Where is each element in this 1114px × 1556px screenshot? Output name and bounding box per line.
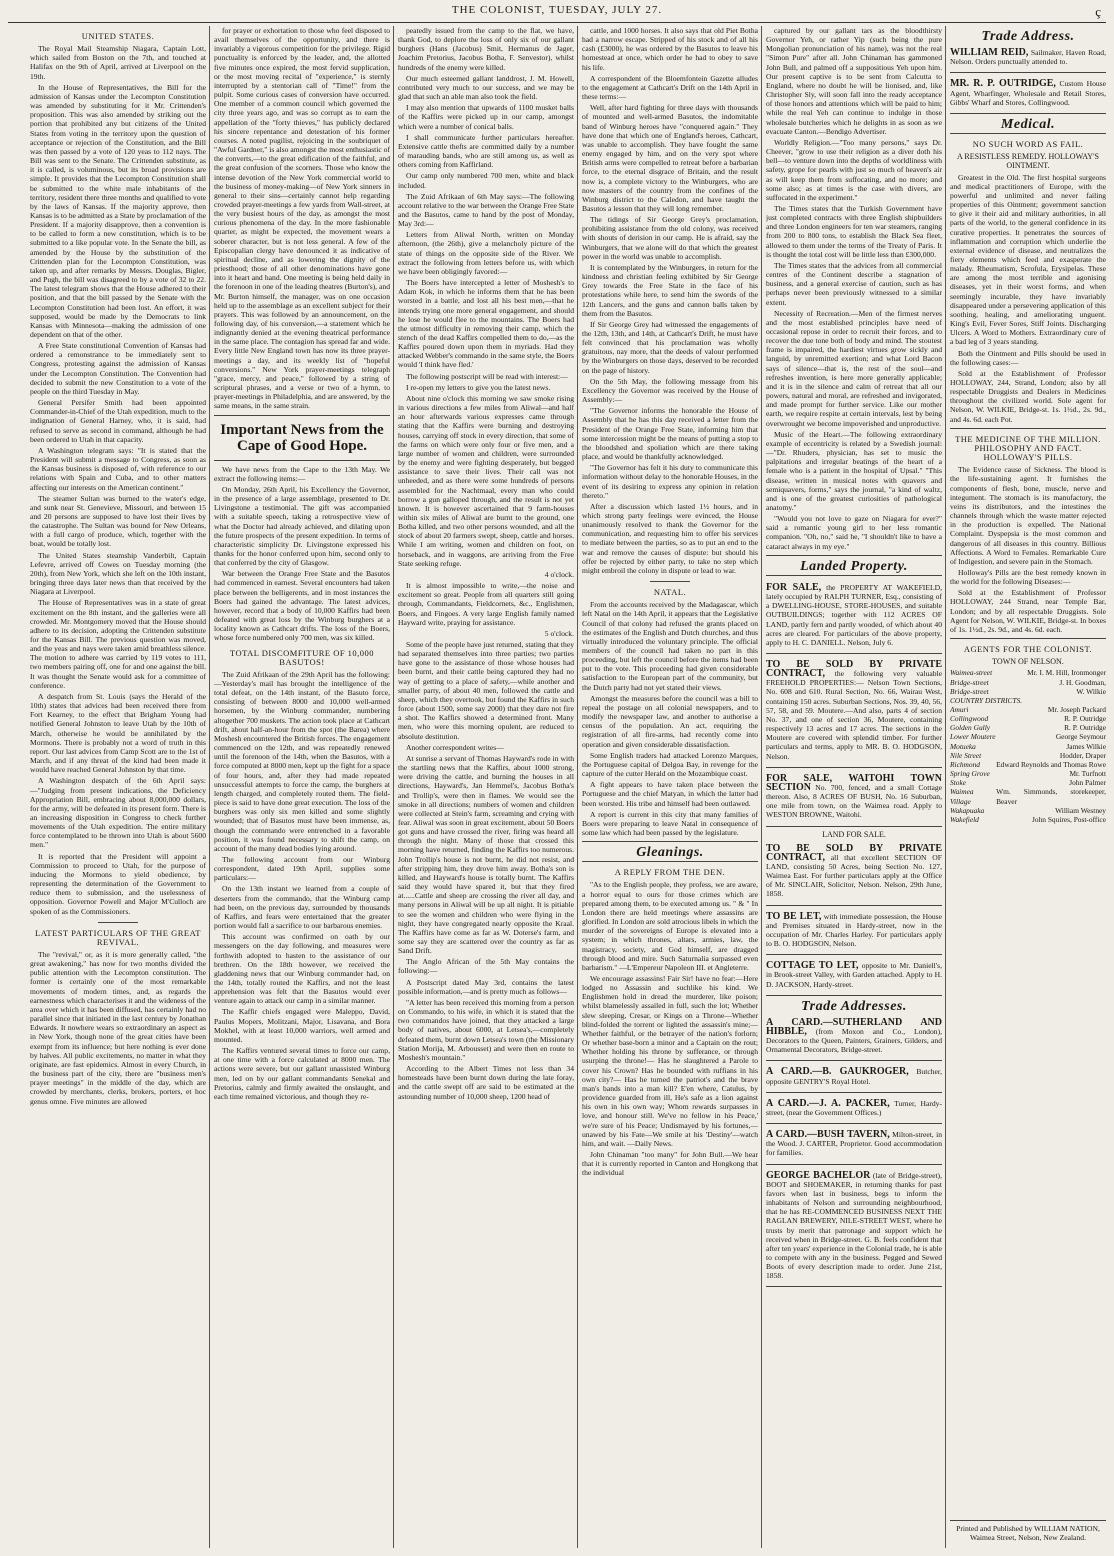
article-paragraph: captured by our gallant tars as the bloodthirsty Governor Yeh, or rather Yip (such being the pure Mongolian pronunciation of his name), was not the real "Simon Pure" after all. John Chinaman has gammoned John Bull, and palmed off a suppositious Yeh upon him. Our present captive is to be sent from Calcutta to England, where no doubt he will be lionised, and, like Christopher Sly, will soon fall into the ready acceptance of those honors and attentions which will be paid to him; while the real Yeh can continue to indulge in those wholesale butcheries which he delights in as soon as we evacuate Canton.—Bendigo Advertiser. xyxy=(766,26,942,136)
article-paragraph: A Free State constitutional Convention of Kansas had ordered a remonstrance to be immediately sent to Congress, protesting against the admission of Kansas under the Lecompton Constitution. The Convention had decided to submit the new Constitution to a vote of the people on the third Tuesday in May. xyxy=(30,341,206,396)
agent-place: Wakefield xyxy=(950,814,979,824)
article-paragraph: Some of the people have just returned, stating that they had separated themselves into three parties; two parties have gone to the assistance of those whose houses had been burnt, and their cattle being captured they had no way of getting to a place of safety,—while another and smaller party, of about 40 men, followed the cattle and sheep, which they overtook, but found the Kaffirs in such force (about 1500, some say 2000) that they dare not fire a shot. The Kaffirs showed a determined front. Many men, who were this morning opulent, are reduced to absolute destitution. xyxy=(398,640,574,741)
ad-lead: WILLIAM REID, xyxy=(950,47,1029,59)
heading-no-such-word: NO SUCH WORD AS FAIL. xyxy=(972,139,1084,150)
ad-body: opposite to Mr. Daniell's, in Brook-street Valley, with Garden attached. Apply to H. D. JACKSON, Hardy-street. xyxy=(766,961,942,989)
agent-place: Stoke xyxy=(950,778,967,788)
article-paragraph: The Times states that the Turkish Government have just completed contracts with three English shipbuilders and three London engineers for ten war steamers, ranging from 200 to 800 tons, to establish the Black Sea fleet, allowed to them under the terms of the Treaty of Paris. It is thought the total cost will be little less than £300,000. xyxy=(766,203,942,259)
ad-lead: TO BE LET, xyxy=(766,910,822,922)
agent-row xyxy=(950,678,1106,687)
agent-name: John Squires, Post-office xyxy=(1032,814,1106,824)
agent-place: Lower Moutere xyxy=(950,732,996,742)
agent-row xyxy=(950,760,1106,769)
article-paragraph: The Times states that the advices from all commercial centres of the Continent describe a stagnation of business, and a general exercise of caution, such as has perhaps never been previously witnessed to a similar extent. xyxy=(766,260,942,307)
agent-name: W. Wilkie xyxy=(1076,686,1106,696)
article-paragraph: for prayer or exhortation to those who feel disposed to avail themselves of the opportunity, and there is invariably a vigorous competition for the privilege. Rigid punctuality is enforced by the leader, and, the allotted five minutes once expired, the most fervid supplication, or the most moving recital of "experience," is sternly interrupted by a stentorian call of "Time!" from the pulpit. Some curious cases of conversion have occurred. One member of a common council which governed the city three years ago, and was so corrupt as to earn the appellation of the "forty thieves," has publicly declared his sincere repentance and detestation of his former courses. A noted pugilist, rejoicing in the soubriquet of "Awful Gardner," is also amongst the most enthusiastic of the converts,—to the great edification of the faithful, and the great confusion of the scorners. Those who know the intense devotion of the New York commercial world to the business of money-making—of New York sinners in general to their sins—certainly cannot help regarding crowded prayer-meetings a few yards from Wall-street, at the very busiest hours of the day, as amongst the most curious phenomena of the day. In the more fashionable quarter, as might be expected, the movement wears a soberer character, but is not less general. A few of the Episcopalian clergy have denounced it as indicative of spiritual decline, and as lowering the dignity of the priesthood; those of all other denominations have gone into it heart and hand. One meeting is being held daily in the forenoon in one of the leading theatres (Burton's), and Mr. Burton himself, the manager, was on one occasion held up to the assemblage as an excellent subject for their prayers. This was followed by an announcement, on the following day, of his conversion,—a statement which he indignantly denied at the evening theatrical performance in the same place. The contagion has spread far and wide. Every little New England town has now its three prayer-meetings a day, and its weekly list of "hopeful conversions." New York prayer-meetings telegraph "grace, mercy, and peace," followed by a string of scriptural phrases, and a verse or two of a hymn, to prayer-meetings in Philadelphia, and are answered, by the same means, in the same strain. xyxy=(214,26,390,411)
agent-place: COUNTRY DISTRICTS. xyxy=(950,695,1023,705)
ad-lead: TO BE SOLD BY PRIVATE CONTRACT, xyxy=(766,842,942,863)
article-paragraph: If Sir George Grey had witnessed the engagements of the 12th, 13th, and 14th, at Cathcart's Drift, he must have felt convinced that his proclamation was wholly gratuitous, nay more, that the deeds of valour performed by the Winburgers on those days, deserved to be recorded on the page of history. xyxy=(582,319,758,375)
land-for-sale-heading: LAND FOR SALE. xyxy=(822,829,886,839)
article-paragraph: Amongst the measures before the council was a bill to repeal the postage on all colonial newspapers, and to modify the newspaper law, and another to authorise a census of the population. An act, requiring the registration of all fire-arms, had recently come into operation and given considerable dissatisfaction. xyxy=(582,693,758,749)
agent-row xyxy=(950,696,1106,705)
article-paragraph: The House of Representatives was in a state of great excitement on the 8th instant, and the galleries were all crowded. Mr. Montgomery moved that the House should adhere to its decision, adopting the Crittenden substitute for the Kansas Bill. The previous question was moved, and the yeas and nays were taken amid breathless silence. The motion to adhere was carried by 119 votes to 111, two members pairing off, one for and one against the bill. It was thought the Senate would ask for a committee of conference. xyxy=(30,598,206,690)
divider xyxy=(650,581,690,582)
printer-footer: Printed and Published by WILLIAM NATION, Waimea Street, Nelson, New Zealand. xyxy=(950,1520,1106,1542)
article-paragraph: Our much esteemed gallant landdrost, J. M. Howell, contributed very much to our success, and we may be glad that such an able man also took the field. xyxy=(398,73,574,102)
section-landed-property: Landed Property. xyxy=(800,558,908,574)
column-rule xyxy=(577,26,578,1548)
agent-place: Golden Gully xyxy=(950,723,991,733)
ad-body: Butcher, opposite GENTRY'S Royal Hotel. xyxy=(766,1067,942,1086)
heading-revival: LATEST PARTICULARS OF THE GREAT REVIVAL. xyxy=(35,927,201,947)
agent-row xyxy=(950,769,1106,778)
article-paragraph: "As to the English people, they profess, we are aware, a horror equal to ours for those crimes which are prepared among them, to be executed among us. " & " In London there are held meetings where assassins are glorified. In London are sold atrocious libels in which the murder of the sovereigns of Europe is elevated into a system; in which thrones, altars, armies, law, the magistracy, society, and God himself, are dragged through blood and mire. Such Saturnalia surpassed even barbarism." —L'Empereur Napoleon III. et Angleterre. xyxy=(582,880,758,972)
agent-place: Bridge-street xyxy=(950,677,989,687)
ad-lead: COTTAGE TO LET, xyxy=(766,960,859,972)
article-paragraph: The Evidence cause of Sickness. The blood is the life-sustaining agent. It furnishes the components of flesh, bone, muscle, nerve and integument. The stomach is its manufactory, the veins its distributors, and the intestines the channels through which the waste matter rejected in the production is expelled. The National Complaint. Dyspepsia is the most common and dangerous of all diseases in this country. Billious Affections. A Word to Females. Remarkable Cure of Indigestion, and severe pain in the Stomach. xyxy=(950,465,1106,566)
divider xyxy=(950,428,1106,429)
agent-place: Nile Street xyxy=(950,750,982,760)
advertisement xyxy=(766,580,942,654)
advertisement xyxy=(766,1168,942,1288)
article-paragraph: The Anglo African of the 5th May contains the following:— xyxy=(398,957,574,976)
ad-body: Milton-street, in the Wood. J. CARTER, Proprietor. Good accommodation for families. xyxy=(766,1130,942,1158)
ad-lead: MR. R. P. OUTRIDGE, xyxy=(950,78,1056,90)
article-paragraph: The steamer Sultan was burned to the water's edge, and sunk near St. Genevieve, Missouri, and between 15 and 20 persons are supposed to have lost their lives by the catastrophe. The Sultan was bound for New Orleans, with a full cargo of produce, which, together with the boat, would be totally lost. xyxy=(30,493,206,549)
article-paragraph: Sold at the Establishment of Professor HOLLOWAY, 244, Strand, London; also by all respectable Druggists and Dealers in Medicines throughout the civilized world. Sole agent for Nelson, W. WILKIE, Bridge-st. 1s. 1½d., 2s. 9d., and 4s. 6d. each Pot. xyxy=(950,368,1106,424)
article-paragraph: According to the Albert Times not less than 34 homesteads have been burnt down during the late foray, and the cattle swept off are said to be estimated at the astounding number of 10,000 sheep, 1200 head of xyxy=(398,1064,574,1101)
agent-row xyxy=(950,778,1106,787)
article-paragraph: We have news from the Cape to the 13th May. We extract the following items:— xyxy=(214,464,390,483)
ad-body: Custom House Agent, Wharfinger, Wholesale and Retail Stores, Gibbs' Wharf and Stores, Collingwood. xyxy=(950,79,1106,107)
agent-row xyxy=(950,705,1106,714)
article-paragraph: Sold at the Establishment of Professor HOLLOWAY, 244 Strand, near Temple Bar, London; and by all respectable Druggists. Sole Agent for Nelson, W. WILKIE, Bridge-st. In boxes of 1s. 1½d., 2s. 9d., and 4s. 6d. each. xyxy=(950,588,1106,634)
article-paragraph: On Monday, 26th April, his Excellency the Governor, in the presence of a large assemblage, presented to Dr. Livingstone a testimonial. The gift was accompanied with a suitable speech, taking a retrospective view of what the Doctor had already achieved, and dilating upon the future prospects of the present expedition. In terms of characteristic simplicity Dr. Livingstone expressed his thanks for the honor conferred upon him, second only to that conferred by the city of Glasgow. xyxy=(214,484,390,568)
agents-subheading: TOWN OF NELSON. xyxy=(992,657,1064,667)
article-paragraph: A Postscript dated May 3rd, contains the latest possible information,—and is pretty much as follows— xyxy=(398,977,574,996)
advertisement xyxy=(766,1015,942,1062)
heading-natal: NATAL. xyxy=(653,587,687,598)
agent-row xyxy=(950,806,1106,815)
page-mark: ç xyxy=(1095,4,1102,19)
divider xyxy=(766,555,942,556)
article-paragraph: "The Governor has felt it his duty to communicate this information without delay to the honorable Houses, in the event of its desiring to express any opinion in relation thereto." xyxy=(582,463,758,500)
time-stamp: 4 o'clock. xyxy=(544,569,574,579)
newspaper-page xyxy=(8,4,1106,1550)
advertisement xyxy=(766,1127,942,1164)
ad-body: the PROPERTY AT WAKEFIELD, lately occupied by RALPH TURNER, Esq., consisting of a DWELLING-HOUSE, STORE-HOUSES, and suitable OUTBUILDINGS; together with 112 ACRES OF LAND, partly fern and partly wooded, of which about 40 acres are cleared. For particulars of the above property, apply to H. C. DANIELL. Nelson, July 6. xyxy=(766,582,942,647)
article-paragraph: On the 5th May, the following message from his Excellency the Governor was received by the House of Assembly:— xyxy=(582,376,758,405)
article-paragraph: The Kaffir chiefs engaged were Maleppo, David, Paulus Mopers, Molitzani, Major, Lisavana, and Bora Mokhel, with at least 10,000 warriors, well armed and mounted. xyxy=(214,1007,390,1044)
article-paragraph: The following account from our Winburg correspondent, dated 19th April, supplies some particulars:— xyxy=(214,854,390,883)
agents-list xyxy=(950,668,1106,824)
heading-medicine-of-million: THE MEDICINE OF THE MILLION. PHILOSOPHY AND FACT. HOLLOWAY'S PILLS. xyxy=(955,433,1101,463)
article-paragraph: Greatest in the Old. The first hospital surgeons and medical practitioners of Europe, with the powerful and unlimited and never failing properties of this Ointment; government sanction to give it their aid and military authorities, in all parts of the world, to the general confidence in its curative properties. It penetrates the sources of inflammation and corruption which underlie the external evidence of disease, and neutralizes the fiery elements which feed and exasperate the malady. Rheumatism, Scrofula, Erysipelas. These are among the most terrible and agonising diseases, yet in their worst forms, and when seemingly incurable, they have invariably disappeared under a persevering application of this soothing, healing, and ameliorating unguent. King's Evil, Fever Sores, Stiff Joints. Discharging Ulcers. A Word to Mothers. Extraordinary cure of a bad leg of 3 years standing. xyxy=(950,172,1106,347)
article-paragraph: A correspondent of the Bloemfontein Gazette alludes to the engagement at Cathcart's Drift on the 14th April in these terms:— xyxy=(582,73,758,102)
article-paragraph: The Zuid Afrikaan of the 29th April has the following:—Yesterday's mail has brought the intelligence of the total defeat, on the 14th instant, of the Basuto force, consisting of between 8000 and 10,000 well-armed horsemen, by the Winburg commander, numbering altogether 700 muskets. The action took place at Cathcart drift, about half-an-hour from the spot (the Barea) where Moshesh encountered the British forces. The engagement commenced on the 12th, and was repeatedly renewed until the forenoon of the 14th, when the Basutos, with a force computed at 8000 men, kept up the fight for a space of four hours, and, after they had made repeated unsuccessful attempts to force the camp, the burghers at length charged, and completely routed them. The field-piece is said to have done great execution. The loss of the burghers was only six men killed and some slightly wounded; that of Basutos must have been immense, as, though the commando were entrenched in a favorable position, it was found necessary to shift the camp, on account of the many dead bodies lying around. xyxy=(214,669,390,853)
article-paragraph: The Royal Mail Steamship Niagara, Captain Lott, which sailed from Boston on the 7th, and touched at Halifax on the 9th of April, arrived at Liverpool on the 19th. xyxy=(30,44,206,81)
advertisement xyxy=(766,657,942,768)
article-paragraph: It is contemplated by the Winburgers, in return for the kindness and christian feeling exhibited by Sir George Grey towards the Free State in the face of his protestations while here, to send him the swords of the 12th Lancers, and the guns and cannon balls taken by them from the Basutos. xyxy=(582,262,758,318)
divider xyxy=(582,841,758,842)
agent-row xyxy=(950,668,1106,677)
article-paragraph: On the 13th instant we learned from a couple of deserters from the commando, that the Winburg camp had been, on the previous day, surrounded by thousands of Kaffirs, and fears were entertained that the greater portion would fall a sacrifice to our barbarous enemies. xyxy=(214,884,390,931)
agent-name: J. H. Goodman, xyxy=(1059,677,1106,687)
column-rule xyxy=(393,26,394,1548)
advertisement xyxy=(766,1064,942,1092)
agent-place: Waimea Village xyxy=(950,787,974,806)
advertisement xyxy=(950,45,1106,73)
article-paragraph: I re-open my letters to give you the latest news. xyxy=(406,382,551,392)
ad-lead: TO BE SOLD BY PRIVATE CONTRACT, xyxy=(766,659,942,680)
agent-place: Motueka xyxy=(950,741,976,751)
article-paragraph: Letters from Aliwal North, written on Monday afternoon, (the 26th), give a melancholy picture of the state of things on the opposite side of the River. We extract the following from letters before us, with which we have been obligingly favored:— xyxy=(398,230,574,276)
section-trade-address: Trade Address. xyxy=(981,29,1075,44)
divider xyxy=(950,133,1106,134)
agent-row xyxy=(950,687,1106,696)
ad-lead: FOR SALE, xyxy=(766,581,822,593)
divider xyxy=(766,575,942,576)
article-paragraph: The Boers have intercepted a letter of Moshesh's to Adam Kok, in which he informs them that he has been worsted in a battle, and lost all his best men,—that he intends trying one more general engagement, and should he lose he would flee to the mountains. The Boers had the utmost difficulty in removing their camp, which the stench of the dead Kaffirs compelled them to do,—as the Kaffirs poured down upon them in myriads. Had they attacked Webber's commando in the same style, the Boers would 'I think have fled.' xyxy=(398,278,574,370)
article-paragraph: Worldly Religion.—"Too many persons," says Dr. Cheever, "grow to use their religion as a diver doth his bell—to venture down into the depths of worldliness with safety, grope for pearls with just so much of heaven's air as will keep them from suffocating, and no more; and some also; as at times is the case with divers, are suffocated in the experiment." xyxy=(766,137,942,202)
article-paragraph: Well, after hard fighting for three days with thousands of mounted and well-armed Basutos, the indomitable band of Winburg heroes have "conquered again." They have done that which one of England's heroes, Cathcart, was unable to accomplish. They have fought the same enemy engaged by him, and on the very spot where British arms were compelled to retreat before a barbarian force, to the eternal disgrace of Britain, and the result now is, a complete victory to the Winburgers, who are now masters of the country from the confines of the Winburg district to the Caledon, and have taught the Basutos a lesson that they will long remember. xyxy=(582,103,758,213)
agent-place: Spring Grove xyxy=(950,769,990,779)
ad-lead: A CARD.—SUTHERLAND AND HIBBLE, xyxy=(766,1016,942,1037)
ad-body: No. 700, fenced, and a small Cottage thereon. Also, 8 ACRES OF BUSH, No. 16 Suburban, one mile from town, on the Waimea road. Apply to WESTON BROWNE, Waitohi. xyxy=(766,782,942,820)
article-paragraph: Our camp only numbered 700 men, white and black included. xyxy=(398,171,574,190)
agent-row xyxy=(950,723,1106,732)
agent-name: Hodder, Draper xyxy=(1059,750,1106,760)
article-paragraph: Music of the Heart.—The following extraordinary example of eccentricity is related by a Swedish journal:—"Dr. Rhuders, physician, has set to music the palpitations and irregular beatings of the heart of a female who is a patient in the hospital of Upsal." "This disease, written in musical notes with quavers and semiquavers, forms," says the journal, "a kind of waltz, and is one of the greatest curiosities of pathological anatomy." xyxy=(766,429,942,512)
agent-place: Bridge-street xyxy=(950,686,989,696)
agent-name: Mr. Joseph Packard xyxy=(1047,705,1106,714)
column-4 xyxy=(582,26,758,1548)
article-paragraph: cattle, and 1000 horses. It also says that old Piet Botha had a narrow escape. Stripped of his stock and of all his cash (£3000), he was ordered by the Basutos to leave his homestead at once, which order he had to obey to save his life. xyxy=(582,26,758,72)
article-paragraph: peatedly issued from the camp to the flat, we have, thank God, to deplore the loss of only six of our gallant burghers (Hans (Jacobus) Smit, Hermanus de Jager, Joachim Pretorius, Jacobus Botha, F. Senvestor), whilst hundreds of the enemy were killed. xyxy=(398,26,574,72)
article-paragraph: In the House of Representatives, the Bill for the admission of Kansas under the Lecompton Constitution was amended by substituting for it Mr. Crittenden's proposition. This was also amended by striking out the portion that prohibited any but citizens of the United States from voting in the territory upon the question of acceptance or rejection of the Constitution, and the Bill was then passed by a vote of 120 yeas to 112 nays. The Bill was sent to the Senate. The Crittenden substitute, as it is called, is voluminous, but its broad provisions are simple. It provides that the Lecompton Constitution shall be submitted to the white male inhabitants of the territory, resident there three months and qualified to vote by the laws of Kansas. If the majority approve, then Kansas is to be admitted as a State by proclamation of the President. If a majority disapprove, then a convention is to be called to form a new constitution, which is to be submitted to a like popular vote. In the Senate the bill, as amended by the House by the substitution of the Crittenden plan for the Lecompton Constitution, was taken up, and after remarks by Messrs. Douglas, Bigler, and Pugh, the bill was disagreed to by a vote of 32 to 22. The latest telegram shows that the House adhered to their position, and that the bill passed by the Senate with the Lecompton Constitution had been lost. An effort, it was supposed, would be made by the Democrats to link Kansas with Minnesota—making the admission of one dependent on that of the other. xyxy=(30,82,206,339)
advertisement xyxy=(766,841,942,906)
ad-body: all that excellent SECTION OF LAND, consisting 50 Acres, being Section No. 127, Waimea East. For further particulars apply at the Office of Mr. SINCLAIR, Solicitor, Nelson. Nelson, 29th June, 1858. xyxy=(766,852,942,899)
divider xyxy=(582,861,758,862)
article-paragraph: I shall communicate further particulars hereafter. Extensive cattle thefts are committed daily by a number of marauding bands, who are still among us, as well as others coming from Kaffirland. xyxy=(398,132,574,170)
article-paragraph: A despatch from St. Louis (says the Herald of the 10th) states that advices had been received there from Fort Kearney, to the effect that Brigham Young had notified General Johnston to leave Utah by the 10th of March, otherwise he would be annihilated by the Mormons. There is probably not a word of truth in this report. Our last advices from Camp Scott are to the 1st of March, and if any threat of the kind had been made it would have reached General Johnston by that time. xyxy=(30,691,206,775)
article-paragraph: Necessity of Recreation.—Men of the firmest nerves and the most established principles have need of occasional repose in order to recruit their forces, and to recover the due tone both of body and mind. The stoutest frame is impaired, the hardiest virtues grow sickly and languid, by unremitted exertion; and what Lord Bacon says of silence—that is, the rest of the soul—and refreshes invention, is here more generally applicable; and it is in the silence and calm of retreat that all our powers, natural and moral, are refreshed and invigorated, and made prompt for further service. Like our mother earth, we require respite at certain intervals, lest by being overwrought we become impoverished and unproductive. xyxy=(766,308,942,428)
poem: We encourage assassins! Fair Sir! have no fear:—Here lodged no Assassin and suchlike his kind. We Englishmen hold in dread the murderer, like poison; whilst blamelessly assailed in full, such the lot; Whether slew sleeping, Cresar, or Kings on a Throne—Whether blind-folded the torrent or lighted the assassin's mine;— Whether faithful, or the betrayer of the nation's forlorn; Or whether base-born a minor and a Captain on the rout; Whether holding his throne by sufferance, or through usurping the throne!— Has he slaughtered a Parole to cover his Crown? Has he bounded with ruffians in his own city?— Has he turned the patriot's and the brave man's bands into a man kill? E'en where, Catulus, by providence guarded from ill, He's safe as a lion against his own in his own way; Whom rewards surpasses in love, and honour still. We've no fellow in his Peace,' we're sure of his Peace; Undismayed by his fortunes,—unawed by his Fate—We smile at his 'Destiny'—watch him, and wait. —Daily News. xyxy=(582,974,758,1148)
ad-body: (from Moxon and Co., London), Decorators to the Queen, Painters, Grainers, Gilders, and Ornamental Decorators, Bridge-street. xyxy=(766,1027,942,1055)
article-paragraph: "The Governor informs the honorable the House of Assembly that he has this day received a letter from the President of the Orange Free State, informing him that some intercession might be the means of putting a stop to the bloodshed and spoliation which are there taking place, and would be thankfully acknowledged. xyxy=(582,406,758,462)
agent-row xyxy=(950,732,1106,741)
column-5 xyxy=(766,26,942,1548)
ad-lead: GEORGE BACHELOR xyxy=(766,1169,871,1181)
article-paragraph: A Washington telegram says: "It is stated that the President will submit a message to Congress, as soon as the Kansas business is disposed of, with reference to our relations with Spain and Cuba, and to other matters affecting our interests on the American continent." xyxy=(30,445,206,492)
subheading-ointment: A RESISTLESS REMEDY. HOLLOWAY'S OINTMENT. xyxy=(957,152,1099,171)
ad-lead: A CARD.—J. A. PACKER, xyxy=(766,1097,890,1109)
ad-body: Turner, Hardy-street, (near the Government Offices.) xyxy=(766,1098,942,1117)
agent-place: Waimea-street xyxy=(950,668,993,678)
heading-reply-from-den: A REPLY FROM THE DEN. xyxy=(614,867,726,878)
agent-row xyxy=(950,714,1106,723)
article-paragraph: This account was confirmed on oath by our messengers on the day following, and measures were forthwith adopted to hasten to the assistance of our brethren. On the 18th however, we received the gladdening news that our Winburg commander had, on the 14th, totally routed the Kaffirs, and not the least apprehension was felt that the Basutos would ever venture again to attack our camp in a similar manner. xyxy=(214,932,390,1006)
heading-united-states: UNITED STATES. xyxy=(81,31,155,41)
divider xyxy=(214,460,390,461)
agent-name: William Westney xyxy=(1055,805,1106,815)
article-paragraph: A Washington despatch of the 6th April says:—"Judging from present indications, the Deficiency Appropriation Bill, embracing about 8,000,000 dollars, for the army, will be defeated in its present form. There is an increasing disposition in Congress to check further movements of the Utah expedition. The entire military force contemplated to be thrown into Utah is about 5600 men." xyxy=(30,776,206,850)
article-paragraph: "A letter has been received this morning from a person on Commando, to his wife, in which it is stated that the two commandos have joined, that they attacked a large body of natives, about 6000, at Letsea's,—completely defeated them, burnt down Letsea's town (the Missionary Station Morija, M. Arbousset) and were then en route to Moshesh's mountain." xyxy=(398,997,574,1062)
advertisement xyxy=(766,958,942,995)
article-paragraph: The "revival," or, as it is more generally called, "the great awakening," has now for two months divided the public attention with the Lecompton constitution. The former is certainly one of the most remarkable movements of modern times, and, as regards the earnestness which characterises it and the wideness of the area over which it has been diffused, has certainly had no parallel since that initiated in the last century by Jonathan Edwards. It nowhere wears so extraordinary an aspect as in New York, though none of the great cities have been exempt from its influence; but here nothing is ever done by halves. All public excitements, no matter in what they originate, are fast epidemics. Almost in every Church, in the business part of the city, there are "business men's prayer meetings" in the middle of the day, which are crowded by merchants, clerks, brokers, porters, et hoc genus omne. Five minutes are allowed xyxy=(30,950,206,1106)
article-paragraph: The Kaffirs ventured several times to force our camp, at one time with a force calculated at 8000 men. The actions were severe, but our gallant unassisted Winburg men, led on by our gallant commandants Senekal and Pretorius, calmly and firmly awaited the onslaught, and each time remained victorious, and though they re- xyxy=(214,1046,390,1101)
advertisement xyxy=(950,76,1106,113)
ad-lead: A CARD.—BUSH TAVERN, xyxy=(766,1129,890,1141)
article-paragraph: It is almost impossible to write,—the noise and excitement so great. People from all quarters still going through, Commandants, Fieldcornets, &c., Englishmen, Boers, and Fingoes. A very large English family named Hayward write, praying for assistance. xyxy=(398,581,574,627)
agent-row xyxy=(950,815,1106,824)
advertisement xyxy=(766,909,942,956)
masthead xyxy=(8,4,1106,23)
article-paragraph: I may also mention that upwards of 1100 musket balls of the Kaffirs were picked up in our camp, amongst which were a number of conical balls. xyxy=(398,103,574,131)
article-paragraph: After a discussion which lasted 1½ hours, and in which strong party feelings were evinced, the House unanimously resolved to thank the Governor for the communication, and requesting him to offer his services to mediate between the parties, so as to put an end to the war and remove the causes of dispute: but should his offer be rejected by either party, to take no step which might embroil the colony in dispute or lead to war. xyxy=(582,501,758,575)
agent-place: Wakapuaka xyxy=(950,805,985,815)
article-paragraph: War between the Orange Free State and the Basutos had commenced in earnest. Several encounters had taken place between the belligerents, and in most instances the Boers had gained the advantage. The latest advices, however, record that a body of 10,000 Kaffirs had been defeated with great loss by the Winburg burghers at a locality known as Cathcart drifts. The loss of the Boers, whose force numbered only 700 men, was six killed. xyxy=(214,569,390,643)
agent-row xyxy=(950,751,1106,760)
divider xyxy=(214,415,390,416)
advertisement xyxy=(766,1096,942,1124)
divider xyxy=(950,638,1106,639)
column-2 xyxy=(214,26,390,1548)
article-paragraph: It is reported that the President will appoint a Commission to proceed to Utah, for the purpose of inducing the Mormons to yield obedience, by representing the determination of the Government to reduce them to submission, and the uselessness of opposition. Governor Powell and Major M'Culloch are spoken of as the Commissioners. xyxy=(30,851,206,916)
article-paragraph: At sunrise a servant of Thomas Hayward's rode in with the startling news that the Kaffirs, about 1000 strong, were driving the cattle, and burning the houses in all directions, Hayward's, Jan Hemmel's, Jacobus Botha's and Trollip's, were then in flames. We would see the smoke in all directions; numbers of women and children were collected at Stein's farm, screaming and crying with fear. Aliwal was soon in great excitement, about 50 Boers got guns and have crossed the river, firing was heard all through the night. Many of those that crossed this morning have returned, finding the Kaffirs too numerous. John Trollip's house is not burnt, he did not resist, and after stripping him, they drove him away. Botha's son is killed, and Hayward's house is totally burnt. The Kaffirs said they would have spared it, but that they fired at......Cattle and sheep are crossing the river all day, and many persons in Aliwal will be up all night. It is pitiable to see the women and children who were flying in the night, they have congregated nearly opposite the Kraal. The Kaffirs have come as far as W. Doterse's farm, and some say they are scattered over the country as far as Sand Drift. xyxy=(398,753,574,956)
time-stamp: 5 o'clock. xyxy=(544,628,574,638)
article-paragraph: The following postscript will be read with interest:— xyxy=(406,371,568,381)
ad-lead: A CARD.—B. GAUKROGER, xyxy=(766,1066,909,1078)
column-1 xyxy=(30,26,206,1548)
ad-lead: FOR SALE, WAITOHI TOWN SECTION xyxy=(766,772,942,793)
article-paragraph: A fight appears to have taken place between the Portuguese and the chief Matyan, in which the latter had been worsted. His tribe and himself had been outlawed. xyxy=(582,780,758,808)
ad-body: with immediate possession, the House and Premises situated in Hardy-street, now in the occupation of Mr. Charles Harley. For particulars apply to B. O. HODGSON, Nelson. xyxy=(766,911,942,949)
article-paragraph: Holloway's Pills are the best remedy known in the world for the following Diseases:— xyxy=(950,567,1106,587)
advertisement xyxy=(766,771,942,827)
agent-place: Amuri xyxy=(950,705,969,714)
divider xyxy=(98,922,138,923)
agent-name: Mr. Turfnott xyxy=(1069,769,1106,779)
heading-agents: AGENTS FOR THE COLONIST. xyxy=(963,644,1093,655)
agent-name: Mr. I. M. Hill, Ironmonger xyxy=(1027,668,1106,678)
ad-body: the following very valuable FREEHOLD PROPERTIES:— Nelson Town Sections, No. 608 and 610. Rural Section, No. 66, Wairau West, containing 150 acres. Suburban Sections, Nos. 39, 40, 56, 57, 58, and 59. Moutere.—And also, parts 4 of section No. 37, and one of section 36, Moutere, containing respectively 13 acres and 17 acres. The sections in the Moutere are covered with splendid timber. For further particulars and terms, apply to MR. B. O. HODGSON, Nelson. xyxy=(766,669,942,761)
agent-name: Wm. Simmonds, storekeeper, Beaver xyxy=(996,787,1106,806)
heading-total-discomfiture: TOTAL DISCOMFITURE OF 10,000 BASUTOS! xyxy=(229,647,375,667)
article-paragraph: From the accounts received by the Madagascar, which left Natal on the 14th April, it appears that the Legislative Council of that colony had refused the grants placed on the estimates of the English and Dutch churches, and thus virtually introduced the voluntary principle. The official members of the council had taken no part in this proceeding, but left the council before the items had been put to the vote. This proceeding had given considerable satisfaction to the European part of the community, but the Dutch party had not yet stated their views. xyxy=(582,600,758,692)
article-paragraph: "Would you not love to gaze on Niagara for ever?" said a romantic young girl to her less romantic companion. "Oh, no," said he, "I shouldn't like to have a cataract always in my eye." xyxy=(766,514,942,551)
agent-name: James Wilkie xyxy=(1066,741,1106,751)
article-paragraph: General Persifer Smith had been appointed Commander-in-Chief of the Utah expedition, much to the indignation of General Harney, who, it is said, had refused to serve as second in command, although he had been ordered to Utah in that capacity. xyxy=(30,398,206,444)
column-3 xyxy=(398,26,574,1548)
section-trade-addresses: Trade Addresses. xyxy=(801,998,907,1014)
column-rule xyxy=(945,26,946,1548)
column-rule xyxy=(761,26,762,1548)
article-paragraph: John Chinaman "too many" for John Bull.—We hear that it is currently reported in Canton and Hongkong that the individual xyxy=(582,1149,758,1178)
article-paragraph: The Zuid Afrikaan of 6th May says:—The following account relative to the war between the Orange Free State and the Basutos, came to hand by the post of Monday, May 3rd:— xyxy=(398,191,574,229)
article-paragraph: A report is current in this city that many families of Boers were preparing to leave Natal in consequence of some law which had been passed by the legislature. xyxy=(582,809,758,837)
agent-row xyxy=(950,742,1106,751)
column-6 xyxy=(950,26,1106,1548)
ad-body: Sailmaker, Haven Road, Nelson. Orders punctually attended to. xyxy=(950,48,1106,67)
masthead-title: THE COLONIST, TUESDAY, JULY 27. xyxy=(451,4,663,16)
article-paragraph: Some English traders had attacked Lorenzo Marques, the Portuguese capital of Delgoa Bay, in revenge for the capture of the cutter Herald on the Mozambique coast. xyxy=(582,750,758,779)
agent-name: John Palmer xyxy=(1069,778,1106,788)
agent-name: R. P. Outridge xyxy=(1064,714,1106,724)
article-paragraph: About nine o'clock this morning we saw smoke rising in various directions a few miles from Aliwal—and half an hour afterwards various expresses came through stating that the Kaffirs were burning and destroying houses, carrying off stock in every direction, that some of the farms on which were only four or five men, and a large number of women and children, were surrounded by the enemy and were fighting desperately, but begged assistance to save their lives. Their call was not unheeded, and as there were some hundreds of persons assembled for the Nachtmaal, every man who could borrow a gun galloped through, and the result is not yet known. It is however ascertained that 9 farm-houses within six miles of Aliwal are burnt to the ground, one Botha killed, and two other persons wounded, and all the stock of about 20 farmers swept, sheep, cattle and horses. While I am writing, women and children on foot, on horseback, and in waggons, are arriving from the Free State seeking refuge. xyxy=(398,393,574,568)
section-medical: Medical. xyxy=(1000,116,1056,132)
agent-name: George Seymour xyxy=(1055,732,1106,742)
column-rule xyxy=(209,26,210,1548)
article-paragraph: Both the Ointment and Pills should be used in the following cases:— xyxy=(950,348,1106,367)
article-paragraph: The tidings of Sir George Grey's proclamation, prohibiting assistance from the old colony, was received with shouts of derision in our camp. He is afraid, say the Winburgers, that we alone will do that which the greatest power in the world was unable to accomplish. xyxy=(582,215,758,261)
article-paragraph: Another correspondent writes— xyxy=(406,742,504,752)
agent-place: Collingwood xyxy=(950,714,989,724)
article-paragraph: The United States steamship Vanderbilt, Captain Lefevre, arrived off Cowes on Tuesday morning (the 20th), from New York, which she left on the 10th instant, bringing three days later news than that received by the Niagara at Liverpool. xyxy=(30,550,206,597)
agent-place: Richmond xyxy=(950,759,980,769)
agent-row xyxy=(950,787,1106,805)
ad-body: (late of Bridge-street), BOOT and SHOEMAKER, in returning thanks for past favors when last in business, begs to inform the inhabitants of Nelson and surrounding neighbourhood, that he has RE-COMMENCED BUSINESS NEXT THE RAGLAN BREWERY, NILE-STREET WEST, where he trusts by merit that patronage and support which he received when in Bridge-street. G. B. feels confident that after ten years' experience in the Colonial trade, he is able to compete with any in the business. Pegged and Sewed Boots of every description made to order. June 21st, 1858. xyxy=(766,1170,942,1281)
agent-name: Edward Reynolds and Thomas Rowe xyxy=(996,759,1106,769)
agent-name: R. P. Outridge xyxy=(1064,723,1106,733)
section-gleanings: Gleanings. xyxy=(636,845,704,861)
headline-cape-news: Important News from the Cape of Good Hope. xyxy=(220,421,384,454)
